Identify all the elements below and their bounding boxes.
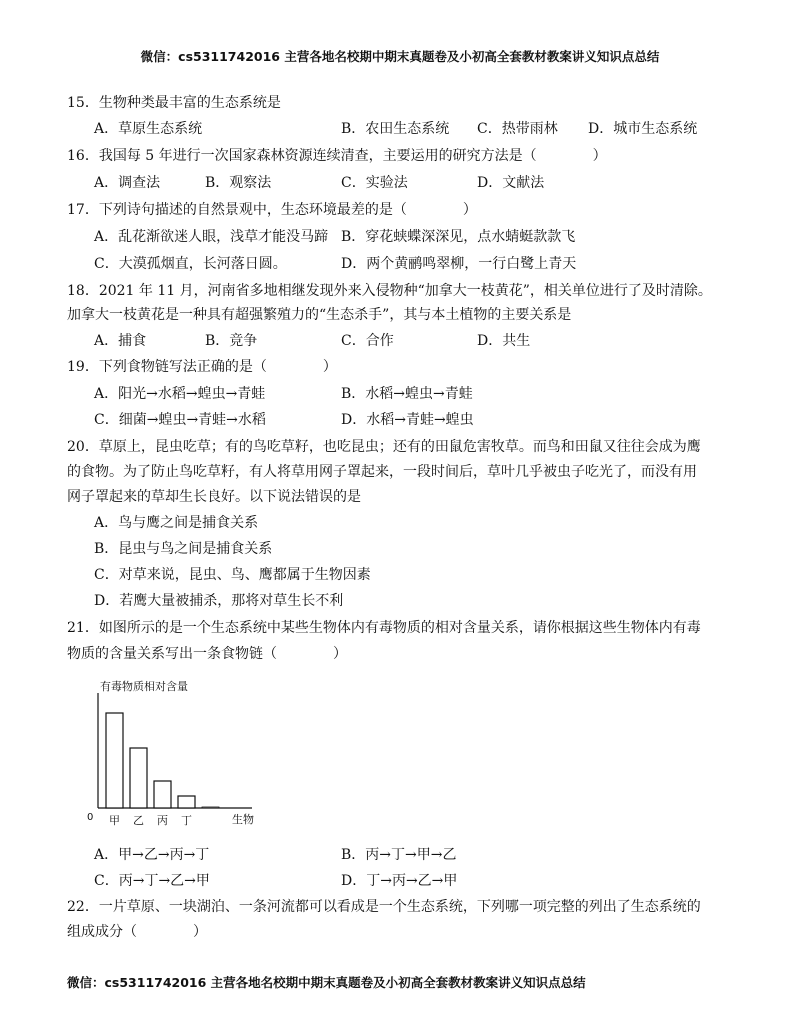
- q15-option-b: B．农田生态系统: [341, 121, 450, 137]
- q17-option-d: D．两个黄鹂鸣翠柳，一行白鹭上青天: [341, 256, 577, 272]
- q16-option-c: C．实验法: [341, 175, 408, 191]
- q18-option-a: A．捕食: [94, 333, 147, 349]
- bar-4: [178, 796, 195, 808]
- bar-1: [106, 713, 123, 808]
- q18-stem-line-2: 加拿大一枝黄花是一种具有超强繁殖力的“生态杀手”，其与本土植物的主要关系是: [67, 307, 572, 323]
- q21-option-d: D．丁→丙→乙→甲: [341, 873, 458, 889]
- category-label-3: 丙: [157, 814, 168, 827]
- q15-stem: 15．生物种类最丰富的生态系统是: [67, 95, 281, 111]
- q18-option-c: C．合作: [341, 333, 394, 349]
- q15-option-a: A．草原生态系统: [94, 121, 203, 137]
- page-footer: 微信：cs5311742016 主营各地名校期中期末真题卷及小初高全套教材教案讲义知识点总结: [67, 975, 586, 990]
- x-axis-label: 生物: [232, 813, 254, 826]
- q15-option-c: C．热带雨林: [477, 121, 558, 137]
- q20-stem-line-3: 网子罩起来的草却生长良好。以下说法错误的是: [67, 489, 361, 505]
- q22-stem-line-2: 组成成分（ ）: [67, 924, 207, 940]
- q17-option-c: C．大漠孤烟直，长河落日圆。: [94, 256, 287, 272]
- page-header: 微信：cs5311742016 主营各地名校期中期末真题卷及小初高全套教材教案讲义知识点总结: [140, 49, 660, 64]
- toxin-bar-chart: [80, 675, 280, 835]
- q21-option-a: A．甲→乙→丙→丁: [94, 847, 210, 863]
- q18-option-d: D．共生: [477, 333, 531, 349]
- q19-option-a: A．阳光→水稻→蝗虫→青蛙: [94, 386, 266, 402]
- q16-stem: 16．我国每 5 年进行一次国家森林资源连续清查，主要运用的研究方法是（ ）: [67, 148, 607, 164]
- q16-option-d: D．文献法: [477, 175, 545, 191]
- q22-stem-line-1: 22．一片草原、一块湖泊、一条河流都可以看成是一个生态系统，下列哪一项完整的列出了生态系统的: [67, 899, 701, 915]
- category-label-2: 乙: [133, 814, 144, 827]
- q20-stem-line-1: 20．草原上，昆虫吃草；有的鸟吃草籽，也吃昆虫；还有的田鼠危害牧草。而鸟和田鼠又往往会成为鹰: [67, 439, 701, 455]
- bar-2: [130, 748, 147, 808]
- q17-stem: 17．下列诗句描述的自然景观中，生态环境最差的是（ ）: [67, 202, 477, 218]
- q17-option-b: B．穿花蛱蝶深深见，点水蜻蜓款款飞: [341, 229, 576, 245]
- q16-option-a: A．调查法: [94, 175, 161, 191]
- q19-option-b: B．水稻→蝗虫→青蛙: [341, 386, 473, 402]
- q20-option-d: D．若鹰大量被捕杀，那将对草生长不利: [94, 593, 344, 609]
- q21-stem-line-2: 物质的含量关系写出一条食物链（ ）: [67, 646, 347, 662]
- q21-option-b: B．丙→丁→甲→乙: [341, 847, 457, 863]
- q19-stem: 19．下列食物链写法正确的是（ ）: [67, 359, 337, 375]
- bar-extra: [202, 807, 219, 808]
- q18-option-b: B．竞争: [205, 333, 258, 349]
- q20-stem-line-2: 的食物。为了防止鸟吃草籽，有人将草用网子罩起来，一段时间后，草叶几乎被虫子吃光了，而没有用: [67, 464, 697, 480]
- q16-option-b: B．观察法: [205, 175, 272, 191]
- q18-stem-line-1: 18．2021 年 11 月，河南省多地相继发现外来入侵物种“加拿大一枝黄花”，相关单位进行了及时清除。: [67, 283, 712, 299]
- q20-option-c: C．对草来说，昆虫、鸟、鹰都属于生物因素: [94, 567, 371, 583]
- q19-option-c: C．细菌→蝗虫→青蛙→水稻: [94, 412, 266, 428]
- q21-option-c: C．丙→丁→乙→甲: [94, 873, 210, 889]
- category-label-4: 丁: [181, 814, 192, 827]
- q15-option-d: D．城市生态系统: [588, 121, 698, 137]
- y-axis-label: 有毒物质相对含量: [100, 680, 188, 693]
- category-label-1: 甲: [109, 814, 120, 827]
- q20-option-b: B．昆虫与鸟之间是捕食关系: [94, 541, 273, 557]
- q17-option-a: A．乱花渐欲迷人眼，浅草才能没马蹄: [94, 229, 329, 245]
- origin-label: 0: [87, 812, 94, 823]
- bar-3: [154, 781, 171, 808]
- q19-option-d: D．水稻→青蛙→蝗虫: [341, 412, 474, 428]
- q20-option-a: A．鸟与鹰之间是捕食关系: [94, 515, 259, 531]
- q21-stem-line-1: 21．如图所示的是一个生态系统中某些生物体内有毒物质的相对含量关系，请你根据这些生物体内有毒: [67, 620, 701, 636]
